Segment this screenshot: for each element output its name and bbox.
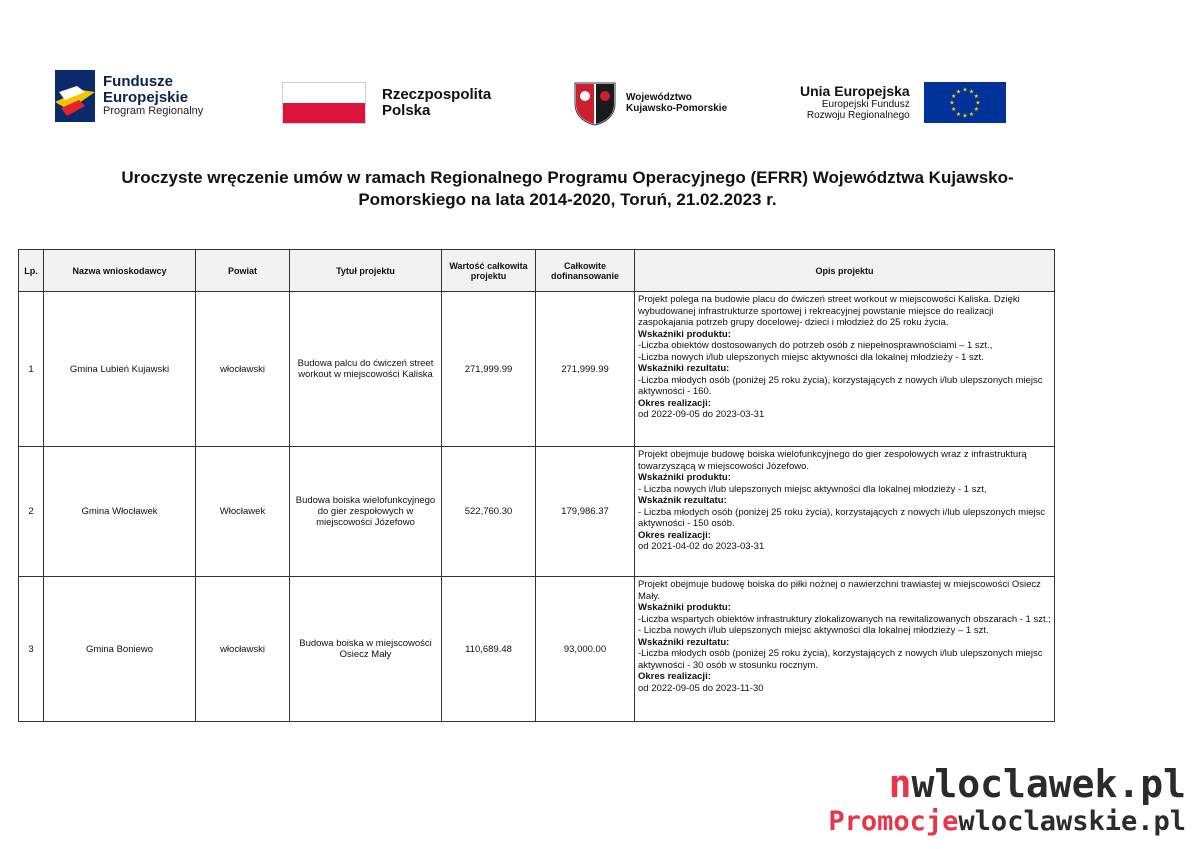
cell-total-value: 271,999.99 bbox=[442, 292, 536, 447]
fundusze-europejskie-logo bbox=[55, 70, 203, 122]
watermark-line1-accent: n bbox=[888, 762, 912, 806]
desc-result-item: - Liczba młodych osób (poniżej 25 roku życia), korzystających z nowych i/lub ulepszonych miejsc aktywności - 150 osób. bbox=[638, 506, 1046, 529]
kujawsko-pomorskie-text bbox=[626, 92, 727, 115]
eu-star-icon: ★ bbox=[955, 111, 961, 118]
cell-county: włocławski bbox=[196, 292, 290, 447]
cell-total-value: 522,760.30 bbox=[442, 447, 536, 577]
desc-result-item: -Liczba młodych osób (poniżej 25 roku życia), korzystających z nowych i/lub ulepszonych miejsc aktywności - 30 osób w stosunku rocznym. bbox=[638, 648, 1043, 671]
desc-product-item: - Liczba nowych i/lub ulepszonych miejsc aktywności dla lokalnej młodzieży – 1 szt. bbox=[638, 625, 989, 636]
document-title bbox=[40, 167, 1095, 211]
eu-star-icon: ★ bbox=[975, 99, 981, 107]
rzeczpospolita-polska-text bbox=[382, 87, 491, 119]
kp-line1: Województwo bbox=[626, 91, 692, 103]
eu-star-icon: ★ bbox=[962, 86, 968, 94]
cell-total-value: 110,689.48 bbox=[442, 577, 536, 722]
cell-applicant: Gmina Włocławek bbox=[44, 447, 196, 577]
desc-result-heading: Wskaźniki rezultatu: bbox=[638, 363, 730, 374]
ue-line2: Europejski Fundusz bbox=[821, 99, 910, 111]
rp-line1: Rzeczpospolita bbox=[382, 86, 492, 104]
desc-product-item: -Liczba nowych i/lub ulepszonych miejsc aktywności dla lokalnej młodzieży - 1 szt. bbox=[638, 351, 984, 363]
desc-intro: Projekt obejmuje budowę boiska do piłki nożnej o nawierzchni trawiastej w miejscowości Osiecz Mały. bbox=[638, 579, 1041, 602]
watermark-line2-rest: wloclawskie.pl bbox=[958, 806, 1186, 837]
eu-star-icon: ★ bbox=[968, 111, 974, 118]
eu-star-icon: ★ bbox=[962, 112, 968, 120]
title-line1: Uroczyste wręczenie umów w ramach Regionalnego Programu Operacyjnego (EFRR) Województwa Kujawsko- bbox=[121, 168, 1014, 187]
cell-description bbox=[635, 292, 1055, 447]
desc-product-heading: Wskaźniki produktu: bbox=[638, 328, 731, 340]
desc-result-heading: Wskaźniki rezultatu: bbox=[638, 636, 730, 648]
eu-star-icon: ★ bbox=[955, 88, 961, 96]
desc-period: od 2022-09-05 do 2023-11-30 bbox=[638, 682, 764, 694]
cell-applicant: Gmina Boniewo bbox=[44, 577, 196, 722]
eu-star-icon: ★ bbox=[950, 106, 957, 114]
watermark-nwloclawek bbox=[889, 762, 1186, 806]
fundusze-europejskie-emblem-icon bbox=[55, 70, 95, 122]
header-county: Powiat bbox=[196, 250, 290, 292]
unia-europejska-logo bbox=[800, 82, 1006, 123]
kujawsko-pomorskie-coat-of-arms-icon bbox=[572, 80, 618, 126]
kp-line2: Kujawsko-Pomorskie bbox=[626, 103, 728, 114]
header-total-value: Wartość całkowita projektu bbox=[442, 250, 536, 292]
desc-period: od 2021-04-02 do 2023-03-31 bbox=[638, 541, 765, 552]
desc-period-heading: Okres realizacji: bbox=[638, 529, 711, 541]
table-row bbox=[19, 577, 1055, 722]
cell-lp: 1 bbox=[19, 292, 44, 447]
cell-description bbox=[635, 447, 1055, 577]
fundusze-line3: Program Regionalny bbox=[103, 104, 204, 117]
desc-period: od 2022-09-05 do 2023-03-31 bbox=[638, 409, 765, 420]
header-description: Opis projektu bbox=[635, 250, 1055, 292]
unia-europejska-text bbox=[800, 84, 910, 121]
ue-line1: Unia Europejska bbox=[800, 82, 910, 99]
fundusze-line1: Fundusze bbox=[103, 73, 173, 91]
desc-result-heading: Wskaźnik rezultatu: bbox=[638, 495, 727, 506]
watermark-line2-accent: Promocje bbox=[828, 806, 959, 837]
desc-product-heading: Wskaźniki produktu: bbox=[638, 602, 731, 613]
fundusze-line2: Europejskie bbox=[103, 89, 189, 107]
desc-result-item: -Liczba młodych osób (poniżej 25 roku życia), korzystających z nowych i/lub ulepszonych miejsc aktywności - 160. bbox=[638, 374, 1043, 397]
cell-county: Włocławek bbox=[196, 447, 290, 577]
fundusze-europejskie-text bbox=[103, 74, 203, 117]
projects-table bbox=[18, 249, 1055, 722]
cell-county: włocławski bbox=[196, 577, 290, 722]
header-applicant: Nazwa wnioskodawcy bbox=[44, 250, 196, 292]
table-row bbox=[19, 447, 1055, 577]
desc-product-heading: Wskaźniki produktu: bbox=[638, 472, 731, 483]
title-line2: Pomorskiego na lata 2014-2020, Toruń, 21.02.2023 r. bbox=[358, 190, 777, 209]
cell-description bbox=[635, 577, 1055, 722]
cell-project-title: Budowa palcu do ćwiczeń street workout w miejscowości Kaliska bbox=[290, 292, 442, 447]
logo-bar bbox=[0, 70, 1200, 130]
rzeczpospolita-polska-logo bbox=[282, 82, 491, 124]
cell-total-funding: 271,999.99 bbox=[536, 292, 635, 447]
desc-product-item: - Liczba nowych i/lub ulepszonych miejsc aktywności dla lokalnej młodzieży - 1 szt, bbox=[638, 483, 987, 495]
cell-lp: 3 bbox=[19, 577, 44, 722]
desc-period-heading: Okres realizacji: bbox=[638, 397, 711, 409]
cell-total-funding: 93,000.00 bbox=[536, 577, 635, 722]
desc-product-item: -Liczba wspartych obiektów infrastruktury zlokalizowanych na rewitalizowanych obszarach - 1 szt.; bbox=[638, 613, 1051, 625]
eu-flag-icon bbox=[924, 82, 1006, 123]
header-total-funding: Całkowite dofinansowanie bbox=[536, 250, 635, 292]
table-row bbox=[19, 292, 1055, 447]
desc-period-heading: Okres realizacji: bbox=[638, 671, 711, 682]
header-lp: Lp. bbox=[19, 250, 44, 292]
cell-lp: 2 bbox=[19, 447, 44, 577]
eu-star-icon: ★ bbox=[973, 93, 979, 101]
table-header-row bbox=[19, 250, 1055, 292]
cell-total-funding: 179,986.37 bbox=[536, 447, 635, 577]
header-project-title: Tytuł projektu bbox=[290, 250, 442, 292]
kujawsko-pomorskie-logo bbox=[572, 80, 727, 126]
eu-star-icon: ★ bbox=[973, 106, 979, 114]
desc-intro: Projekt obejmuje budowę boiska wielofunkcyjnego do gier zespołowych wraz z infrastrukturą towarzyszącą w miejscowości Józefowo. bbox=[638, 449, 1027, 472]
desc-intro: Projekt polega na budowie placu do ćwiczeń street workout w miejscowości Kaliska. Dzięki wybudowanej infrastrukturze sportowej i rekreacyjnej powstanie miejsce do realizacji zaspokajania potrzeb grupy docelowej- dzieci i młodzież do 25 roku życia. bbox=[638, 294, 1020, 328]
cell-project-title: Budowa boiska wielofunkcyjnego do gier zespołowych w miejscowości Józefowo bbox=[290, 447, 442, 577]
watermark-line1-rest: wloclawek.pl bbox=[911, 762, 1186, 806]
eu-star-icon: ★ bbox=[949, 99, 955, 107]
polish-flag-icon bbox=[282, 82, 366, 124]
ue-line3: Rozwoju Regionalnego bbox=[806, 110, 910, 122]
eu-star-icon: ★ bbox=[950, 93, 957, 101]
cell-applicant: Gmina Lubień Kujawski bbox=[44, 292, 196, 447]
watermark-promocjewloclawskie bbox=[828, 806, 1186, 837]
eu-star-icon: ★ bbox=[968, 88, 974, 96]
cell-project-title: Budowa boiska w miejscowości Osiecz Mały bbox=[290, 577, 442, 722]
rp-line2: Polska bbox=[382, 102, 431, 119]
desc-product-item: -Liczba obiektów dostosowanych do potrzeb osób z niepełnosprawnościami – 1 szt., bbox=[638, 340, 993, 351]
